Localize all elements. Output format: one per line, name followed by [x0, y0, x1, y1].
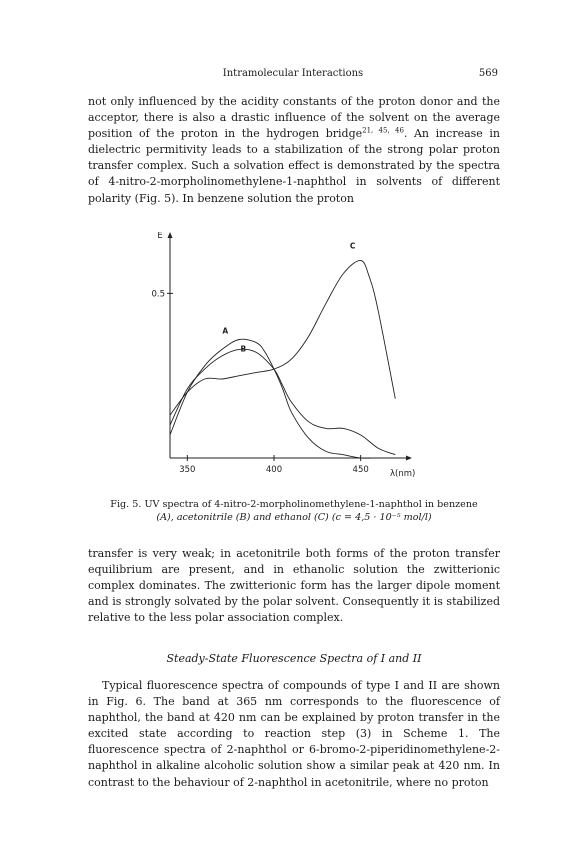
chart-ticks: [151, 289, 368, 475]
running-head: [88, 68, 498, 82]
citation-refs: 21, 45, 46: [362, 126, 404, 135]
uv-spectra-chart: [150, 232, 430, 494]
paragraph-2: transfer is very weak; in acetonitrile both forms of the proton transfer equilibrium are present, and in ethanolic solution the zwitterionic complex dominates. The zwitterionic form has the larger dipole moment and is strongly solvated by the polar solvent. Consequently it is stabilized relative to the less polar association complex.: [88, 547, 500, 625]
y-tick-label: 0.5: [151, 289, 165, 300]
series-line-A: [170, 339, 395, 458]
chart-series: [170, 260, 395, 458]
series-label-A: A: [222, 326, 229, 336]
figure-caption: [92, 498, 496, 524]
series-label-C: C: [349, 241, 356, 251]
running-title: Intramolecular Interactions: [222, 68, 364, 79]
series-line-C: [170, 260, 395, 415]
y-axis-arrow: [168, 232, 173, 238]
figure-5: [150, 232, 430, 494]
caption-line-1: Fig. 5. UV spectra of 4-nitro-2-morpholinomethylene-1-naphthol in benzene: [110, 499, 478, 510]
caption-line-2: (A), acetonitrile (B) and ethanol (C) (c = 4,5 · 10⁻⁵ mol/l): [156, 512, 432, 523]
section-heading: Steady-State Fluorescence Spectra of I and II: [166, 652, 422, 665]
page-number: 569: [478, 68, 498, 79]
chart-axes: [168, 232, 413, 461]
x-axis-arrow: [406, 456, 412, 461]
chart-labels: [157, 232, 415, 479]
x-tick-label: 350: [179, 465, 196, 475]
paragraph-3: Typical fluorescence spectra of compounds of type I and II are shown in Fig. 6. The band at 365 nm corresponds to the fluorescence of naphthol, the band at 420 nm can be explained by proton transfer in the excited state according to reaction step (3) in Scheme 1. The fluorescence spectra of 2-naphthol or 6-bromo-2-piperidinomethylene-2-naphthol in alkaline alcoholic solution show a similar peak at 420 nm. In contrast to the behaviour of 2-naphthol in acetonitrile, where no proton: [88, 679, 500, 789]
paragraph-1-text: not only influenced by the acidity constants of the proton donor and the acceptor, there is also a drastic influence of the solvent on the average position of the proton in the hydrogen bridge: [88, 95, 500, 141]
x-tick-label: 450: [352, 465, 369, 475]
series-label-B: B: [240, 344, 247, 354]
paragraph-1-text-cont: . An increase in dielectric permitivity leads to a stabilization of the strong polar proton transfer complex. Such a solvation effect is demonstrated by the spectra of 4-nitro-2-morpholinomethylene-1-naphthol in solvents of different polarity (Fig. 5). In benzene solution the proton: [88, 127, 500, 205]
x-tick-label: 400: [265, 465, 283, 475]
paragraph-1: [88, 94, 500, 207]
x-axis-label: λ(nm): [390, 469, 416, 479]
y-axis-label: E: [157, 232, 163, 241]
